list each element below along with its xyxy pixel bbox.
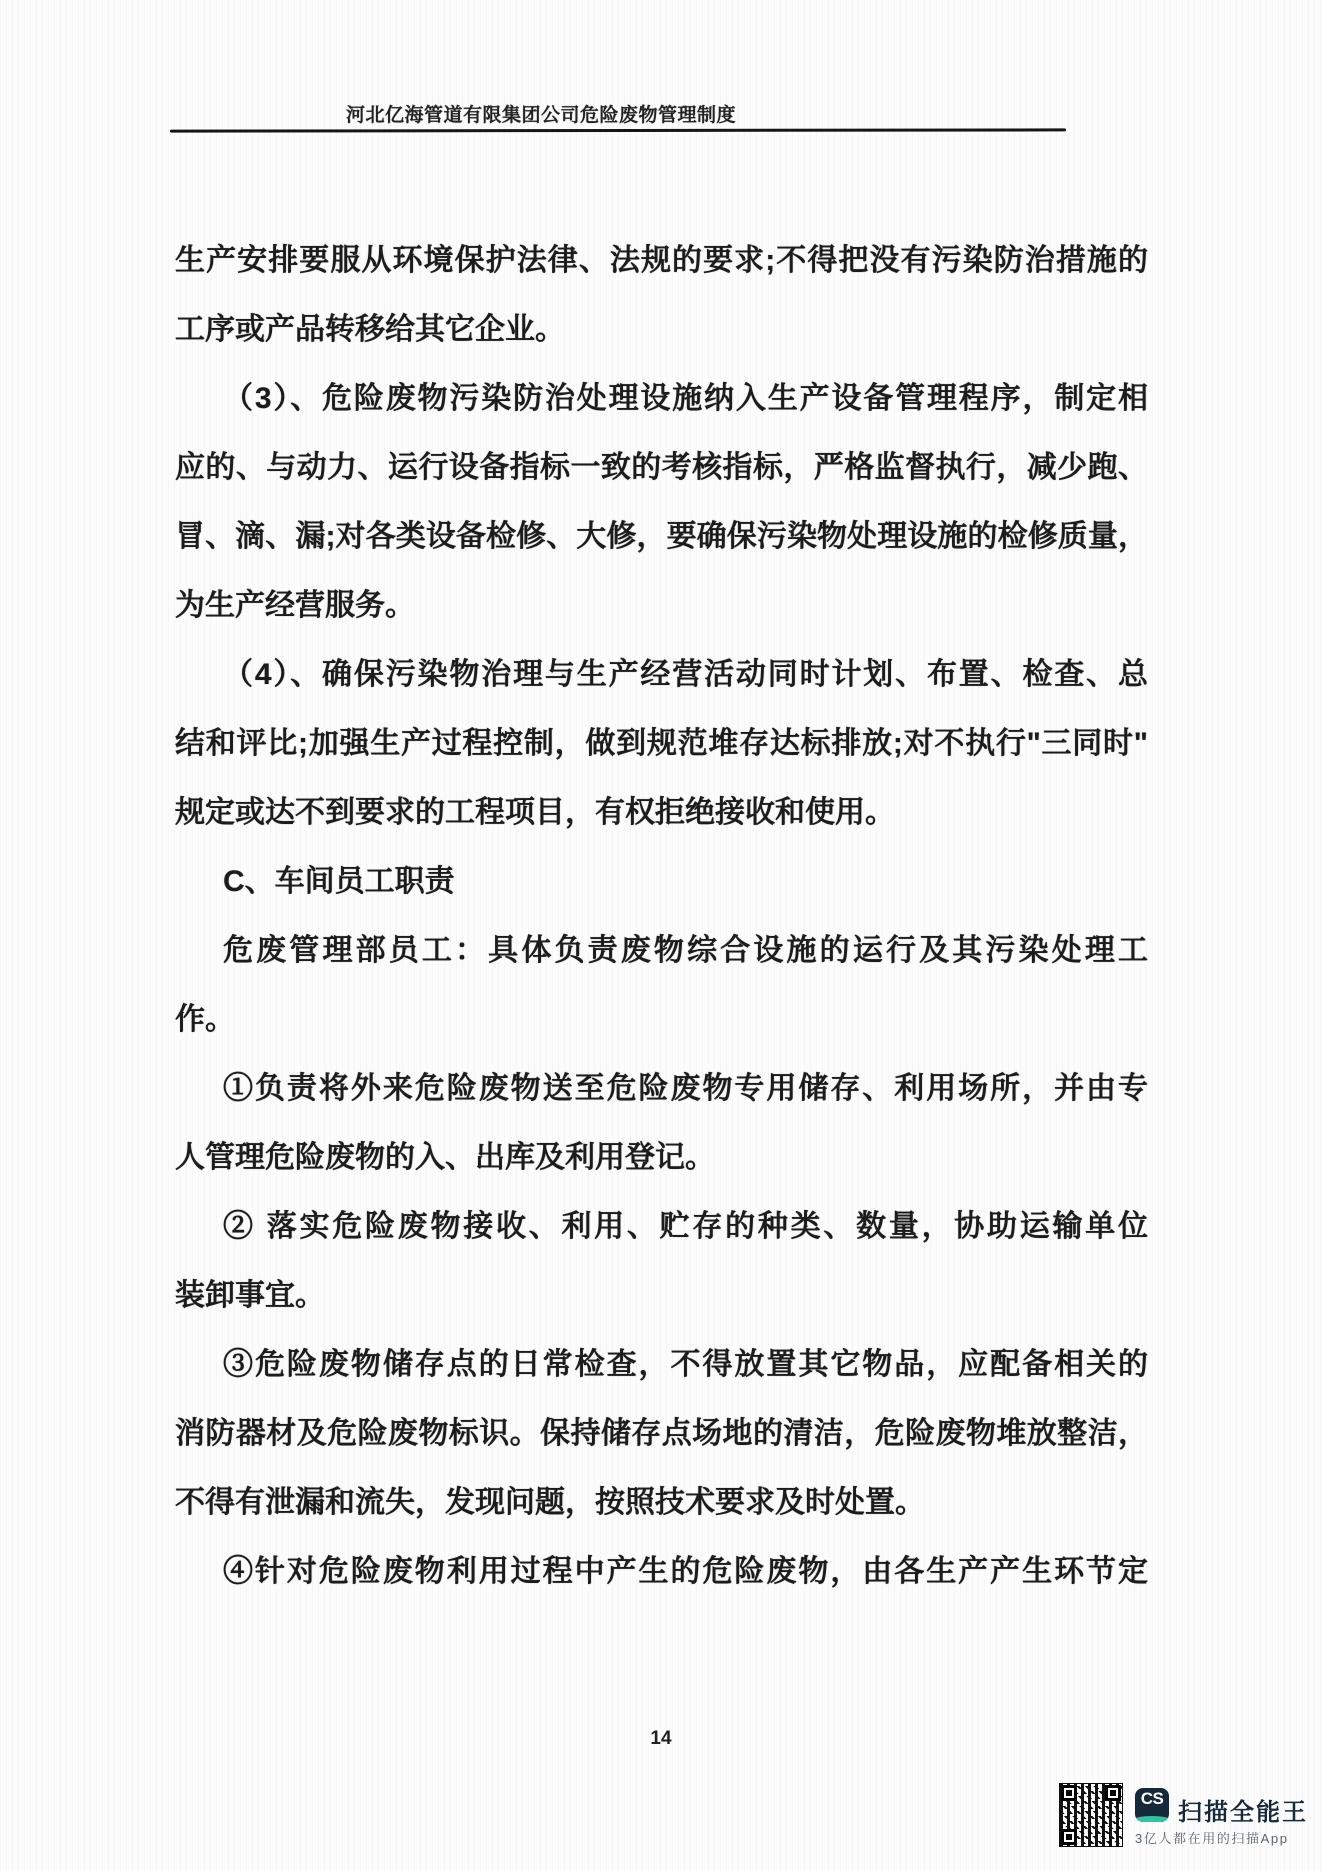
text-line: 生产安排要服从环境保护法律、法规的要求;不得把没有污染防治措施的	[175, 244, 1148, 277]
camscanner-logo-swoosh	[1135, 1816, 1169, 1822]
qr-finder-icon	[1105, 1785, 1121, 1801]
text-line: 为生产经营服务。	[175, 589, 415, 622]
text-line: 规定或达不到要求的工程项目，有权拒绝接收和使用。	[175, 796, 895, 829]
text-line: 不得有泄漏和流失，发现问题，按照技术要求及时处置。	[175, 1486, 925, 1519]
text-line: ③危险废物储存点的日常检查，不得放置其它物品，应配备相关的	[223, 1348, 1148, 1381]
text-line: 人管理危险废物的入、出库及利用登记。	[175, 1141, 715, 1174]
text-line: 结和评比;加强生产过程控制，做到规范堆存达标排放;对不执行"三同时"	[175, 727, 1148, 760]
text-line: 装卸事宜。	[175, 1279, 325, 1312]
qr-finder-icon	[1061, 1829, 1077, 1845]
text-line: 消防器材及危险废物标识。保持储存点场地的清洁，危险废物堆放整洁，	[175, 1417, 1148, 1450]
document-body	[175, 226, 1148, 1606]
text-line: （3）、危险废物污染防治处理设施纳入生产设备管理程序，制定相	[223, 382, 1148, 415]
brand-name: 扫描全能王	[1178, 1799, 1308, 1826]
text-line: ④针对危险废物利用过程中产生的危险废物，由各生产产生环节定	[223, 1555, 1148, 1588]
camscanner-logo-text: CS	[1140, 1789, 1164, 1808]
text-line: 作。	[175, 1003, 235, 1036]
text-line: ② 落实危险废物接收、利用、贮存的种类、数量，协助运输单位	[223, 1210, 1148, 1243]
text-line: ①负责将外来危险废物送至危险废物专用储存、利用场所，并由专	[223, 1072, 1148, 1105]
text-line: C、车间员工职责	[223, 865, 455, 898]
qr-finder-icon	[1061, 1785, 1077, 1801]
qr-code-icon	[1060, 1784, 1122, 1846]
camscanner-logo-icon	[1135, 1788, 1169, 1822]
text-line: 冒、滴、漏;对各类设备检修、大修，要确保污染物处理设施的检修质量，	[175, 520, 1148, 553]
header-rule	[170, 128, 1066, 132]
text-line: （4）、确保污染物治理与生产经营活动同时计划、布置、检查、总	[223, 658, 1148, 691]
text-line: 应的、与动力、运行设备指标一致的考核指标，严格监督执行，减少跑、	[175, 451, 1148, 484]
page-number: 14	[650, 1728, 672, 1749]
text-line: 危废管理部员工：具体负责废物综合设施的运行及其污染处理工	[223, 934, 1148, 967]
brand-tagline: 3亿人都在用的扫描App	[1135, 1831, 1289, 1846]
header-title: 河北亿海管道有限集团公司危险废物管理制度	[346, 105, 737, 126]
text-line: 工序或产品转移给其它企业。	[175, 313, 565, 346]
